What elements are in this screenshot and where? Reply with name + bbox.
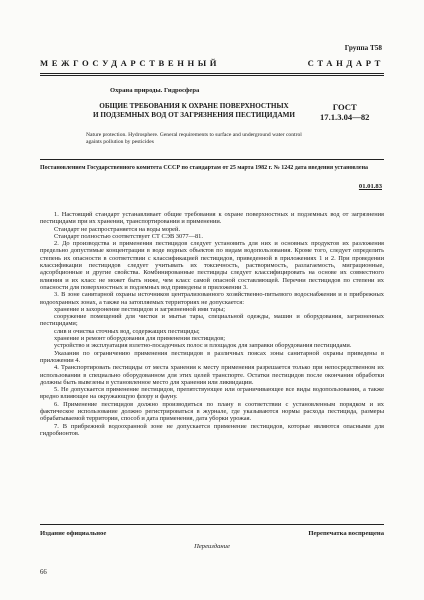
- english-title: Nature protection. Hydrosphere. General requirements to surface and underground water control againts pollution by pesticides: [86, 132, 302, 145]
- body-paragraph: устройство и эксплуатация взлетно-посадочных полос и площадок для заправки оборудования пестицидами.: [54, 342, 352, 350]
- body-paragraph: слив и очистка сточных вод, содержащих пестициды;: [54, 327, 200, 335]
- official-edition-label: Издание официальное: [40, 530, 107, 537]
- body-paragraph: 1. Настоящий стандарт устанавливает общие требования к охране поверхностных и подземных вод от загрязнения пестицидами при их хранении, транспортировании и применении.: [40, 211, 384, 226]
- interstate-word: СТАНДАРТ: [307, 58, 384, 68]
- body-paragraph: 3. В зоне санитарной охраны источников централизованного хозяйственно-питьевого водоснабжения и в прибрежных водоохранных зонах, а также на затопляемых территориях не допускается:: [40, 291, 384, 306]
- footer: [40, 530, 384, 537]
- header-rule-top: [40, 73, 384, 74]
- reprint-label: Переиздание: [194, 543, 230, 550]
- body-paragraph: хранение и захоронение пестицидов и загрязненной ими тары;: [54, 305, 225, 313]
- body-paragraph: Стандарт не распространяется на воды морей.: [54, 225, 181, 233]
- gost-label: ГОСТ: [332, 102, 357, 112]
- title-line: ОБЩИЕ ТРЕБОВАНИЯ К ОХРАНЕ ПОВЕРХНОСТНЫХ: [99, 102, 289, 110]
- classification-group: Группа Т58: [344, 44, 382, 52]
- interstate-word: МЕЖГОСУДАРСТВЕННЫЙ: [40, 58, 221, 68]
- body-paragraph: 4. Транспортировать пестициды от места хранения к месту применения разрешается только при непосредственном их использовании в специально оборудованном для этих целей транспорте. Остатки пестицидов после окончания обработки должны быть вывезены в установленное место для хранения или ликвидации.: [40, 364, 384, 386]
- reprint-prohibited-label: Перепечатка воспрещена: [308, 530, 384, 537]
- decree-text: Постановлением Государственного комитета СССР по стандартам от 25 марта 1982 г. № 1242 дата введения установлена: [40, 165, 369, 171]
- body-paragraph: сооружение помещений для чистки и мытья тары, специальной одежды, машин и оборудования, загрязненных пестицидами;: [40, 313, 384, 328]
- body-paragraph: 7. В прибрежной водоохранной зоне не допускается применение пестицидов, которые являются опасными для гидробионтов.: [40, 422, 384, 437]
- page-number: 66: [40, 569, 47, 576]
- gost-number: [320, 103, 369, 122]
- section-rule: [40, 159, 384, 160]
- interstate-standard-heading: [40, 58, 384, 68]
- body-paragraph: Указания по ограничению применения пестицидов в различных поясах зоны санитарной охраны приведены в приложении 4.: [40, 349, 384, 364]
- body-paragraph: Стандарт полностью соответствует СТ СЭВ 3077—81.: [54, 232, 203, 240]
- document-subject: Охрана природы. Гидросфера: [110, 87, 200, 94]
- title-line: И ПОДЗЕМНЫХ ВОД ОТ ЗАГРЯЗНЕНИЯ ПЕСТИЦИДАМИ: [92, 110, 296, 119]
- document-title: [84, 102, 304, 119]
- body-paragraph: хранение и ремонт оборудования для применения пестицидов;: [54, 335, 226, 343]
- header-rule-bottom: [40, 75, 384, 76]
- document-body: [40, 211, 384, 437]
- gost-code: 17.1.3.04—82: [320, 111, 370, 122]
- body-paragraph: 6. Применение пестицидов должно производиться по плану в соответствии с установленным порядком и их фактическое использование должно регистрироваться в журнале, где указываются нормы расхода пестицида, размеры обрабатываемой территории, способ и дата применения, дата уборки урожая.: [40, 400, 384, 423]
- body-paragraph: 5. Не допускается применение пестицидов, препятствующее или ограничивающее все виды водопользования, а также вредно влияющее на окружающую флору и фауну.: [40, 386, 384, 401]
- footer-rule: [40, 524, 384, 525]
- introduction-date: 01.01.83: [358, 183, 382, 190]
- body-paragraph: 2. До производства и применения пестицидов следует установить для них и основных продуктов их разложения предельно допустимые концентрации в воде водных объектов по видам водопользования. Кроме того, следует определить степень их опасности в соответствии с классификацией пестицидов, приведенной в приложениях 1 и 2. При проведении классификации пестицидов следует учитывать их токсичность, растворимость, разлагаемость, миграционные, адсорбционные и другие свойства. Комбинированные пестициды следует классифицировать на основе их совместного влияния и их класс не может быть ниже, чем класс самой опасной составляющей. Перечни пестицидов по степени их опасности для поверхностных и подземных вод приведены в приложении 3.: [40, 240, 384, 291]
